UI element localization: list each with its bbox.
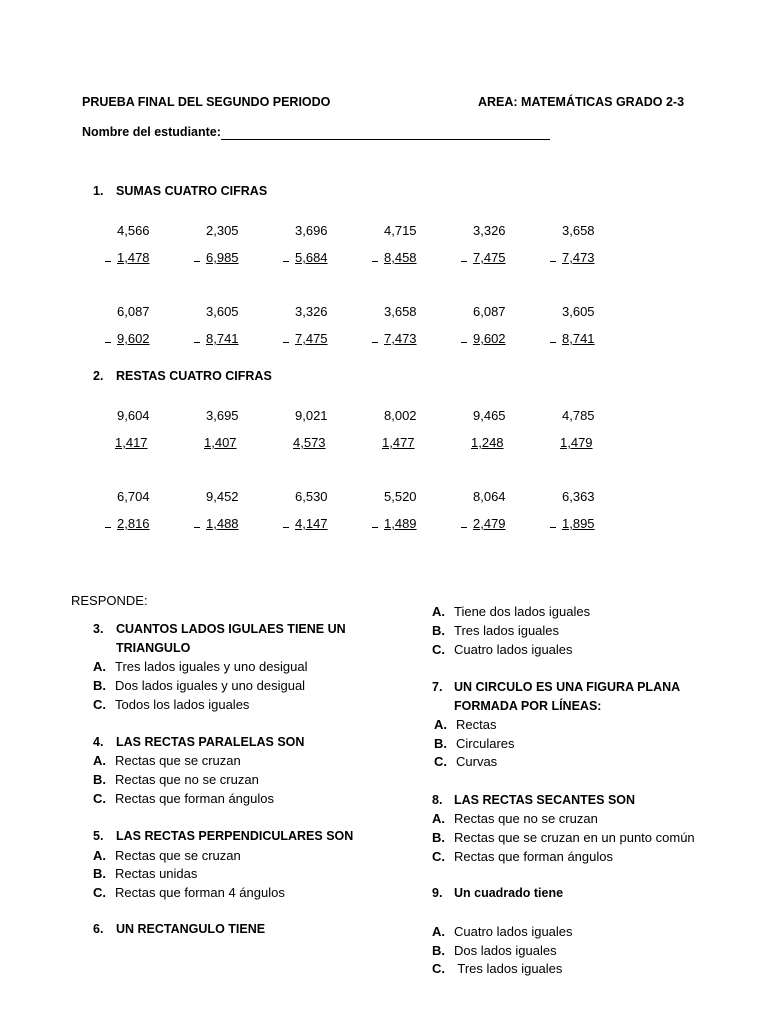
option-letter: A. — [432, 924, 445, 939]
q3-option-a[interactable] — [93, 659, 307, 674]
q7-option-b[interactable] — [434, 736, 515, 751]
subtraction-bottom-number — [283, 516, 328, 531]
subtraction-bottom-number — [461, 516, 506, 531]
sum-top-number: 3,605 — [562, 304, 595, 319]
subtraction-bottom-number — [204, 435, 237, 450]
q3-option-c[interactable] — [93, 697, 249, 712]
option-text: Cuatro lados iguales — [454, 924, 573, 939]
option-letter: C. — [434, 754, 447, 769]
q4-option-c[interactable] — [93, 791, 274, 806]
sum-top-number: 6,087 — [117, 304, 150, 319]
q4-option-a[interactable] — [93, 753, 241, 768]
q8-number: 8. — [432, 793, 443, 807]
q5-option-a[interactable] — [93, 848, 241, 863]
option-text: Rectas que se cruzan en un punto común — [454, 830, 695, 845]
subtraction-bottom-number — [372, 516, 417, 531]
option-letter: C. — [432, 961, 445, 976]
sum-bottom-number — [283, 331, 328, 346]
sum-top-number: 2,305 — [206, 223, 239, 238]
option-letter: C. — [93, 791, 106, 806]
sum-top-number: 4,566 — [117, 223, 150, 238]
operand-value: 7,473 — [384, 331, 417, 346]
subtraction-top-number: 6,530 — [295, 489, 328, 504]
q4-number: 4. — [93, 735, 104, 749]
operator-mark — [283, 526, 289, 528]
operand-value: 1,248 — [471, 435, 504, 450]
option-letter: A. — [432, 811, 445, 826]
operand-value: 7,475 — [295, 331, 328, 346]
operator-mark — [461, 341, 467, 343]
operand-value: 2,816 — [117, 516, 150, 531]
q3-number: 3. — [93, 622, 104, 636]
operator-mark — [105, 341, 111, 343]
q9-option-c[interactable] — [432, 961, 562, 976]
q5-option-b[interactable] — [93, 866, 197, 881]
option-text: Rectas que no se cruzan — [454, 811, 598, 826]
subject-area: AREA: MATEMÁTICAS GRADO 2-3 — [478, 95, 685, 109]
sum-top-number: 3,605 — [206, 304, 239, 319]
student-name-label: Nombre del estudiante: — [82, 125, 221, 139]
section1-title: SUMAS CUATRO CIFRAS — [116, 184, 268, 198]
sum-top-number: 3,326 — [295, 304, 328, 319]
subtraction-top-number: 3,695 — [206, 408, 239, 423]
sum-bottom-number — [194, 331, 239, 346]
operand-value: 6,985 — [206, 250, 239, 265]
subtraction-bottom-number — [382, 435, 415, 450]
q5-title: LAS RECTAS PERPENDICULARES SON — [116, 829, 354, 843]
sum-top-number: 4,715 — [384, 223, 417, 238]
test-title: PRUEBA FINAL DEL SEGUNDO PERIODO — [82, 95, 331, 109]
sum-bottom-number — [372, 250, 417, 265]
q4-option-b[interactable] — [93, 772, 259, 787]
operand-value: 1,895 — [562, 516, 595, 531]
option-text: Todos los lados iguales — [115, 697, 250, 712]
subtraction-bottom-number — [105, 516, 150, 531]
option-text: Cuatro lados iguales — [454, 642, 573, 657]
option-text: Rectas unidas — [115, 866, 198, 881]
option-letter: B. — [93, 866, 106, 881]
sum-top-number: 3,658 — [384, 304, 417, 319]
responde-label: RESPONDE: — [71, 593, 148, 608]
operator-mark — [283, 260, 289, 262]
option-letter: A. — [93, 848, 106, 863]
sum-bottom-number — [550, 331, 595, 346]
sum-bottom-number — [461, 331, 506, 346]
sum-bottom-number — [461, 250, 506, 265]
operand-value: 1,489 — [384, 516, 417, 531]
sum-top-number: 3,696 — [295, 223, 328, 238]
operand-value: 9,602 — [117, 331, 150, 346]
q7-option-c[interactable] — [434, 754, 497, 769]
subtraction-top-number: 9,604 — [117, 408, 150, 423]
operand-value: 9,602 — [473, 331, 506, 346]
option-text: Tres lados iguales — [454, 623, 560, 638]
option-text: Tiene dos lados iguales — [454, 604, 591, 619]
q8-option-a[interactable] — [432, 811, 598, 826]
q8-title: LAS RECTAS SECANTES SON — [454, 793, 636, 807]
subtraction-bottom-number — [115, 435, 148, 450]
subtraction-bottom-number — [550, 516, 595, 531]
subtraction-top-number: 9,452 — [206, 489, 239, 504]
q3-title-line1: CUANTOS LADOS IGULAES TIENE UN — [116, 622, 346, 636]
option-text: Tres lados iguales — [454, 961, 563, 976]
operator-mark — [550, 260, 556, 262]
operator-mark — [105, 526, 111, 528]
option-text: Tres lados iguales y uno desigual — [115, 659, 308, 674]
operator-mark — [461, 526, 467, 528]
operator-mark — [550, 526, 556, 528]
option-letter: B. — [432, 623, 445, 638]
q9-option-a[interactable] — [432, 924, 573, 939]
q7-title-line1: UN CIRCULO ES UNA FIGURA PLANA — [454, 680, 681, 694]
option-text: Rectas que forman 4 ángulos — [115, 885, 285, 900]
subtraction-top-number: 6,704 — [117, 489, 150, 504]
sum-top-number: 6,087 — [473, 304, 506, 319]
operand-value: 1,479 — [560, 435, 593, 450]
subtraction-top-number: 9,465 — [473, 408, 506, 423]
q5-option-c[interactable] — [93, 885, 285, 900]
subtraction-bottom-number — [194, 516, 239, 531]
option-letter: C. — [93, 885, 106, 900]
option-letter: C. — [432, 642, 445, 657]
operator-mark — [461, 260, 467, 262]
option-text: Dos lados iguales — [454, 943, 557, 958]
option-letter: A. — [93, 659, 106, 674]
q4-title: LAS RECTAS PARALELAS SON — [116, 735, 305, 749]
option-letter: C. — [432, 849, 445, 864]
option-text: Rectas que se cruzan — [115, 848, 241, 863]
q9-option-b[interactable] — [432, 943, 557, 958]
q6-option-b[interactable] — [432, 623, 559, 638]
sum-bottom-number — [194, 250, 239, 265]
q3-option-b[interactable] — [93, 678, 305, 693]
q8-option-c[interactable] — [432, 849, 613, 864]
option-letter: B. — [432, 830, 445, 845]
operator-mark — [194, 526, 200, 528]
option-text: Rectas — [456, 717, 497, 732]
option-text: Rectas que se cruzan — [115, 753, 241, 768]
subtraction-bottom-number — [293, 435, 326, 450]
sum-bottom-number — [105, 250, 150, 265]
q6-number: 6. — [93, 922, 104, 936]
operand-value: 1,477 — [382, 435, 415, 450]
q7-number: 7. — [432, 680, 443, 694]
option-letter: B. — [93, 772, 106, 787]
subtraction-bottom-number — [471, 435, 504, 450]
sum-bottom-number — [372, 331, 417, 346]
option-letter: A. — [434, 717, 447, 732]
operator-mark — [550, 341, 556, 343]
operand-value: 1,478 — [117, 250, 150, 265]
q9-number: 9. — [432, 886, 443, 900]
section1-number: 1. — [93, 184, 104, 198]
subtraction-top-number: 5,520 — [384, 489, 417, 504]
section2-title: RESTAS CUATRO CIFRAS — [116, 369, 272, 383]
q5-number: 5. — [93, 829, 104, 843]
q8-option-b[interactable] — [432, 830, 695, 845]
section2-number: 2. — [93, 369, 104, 383]
subtraction-top-number: 9,021 — [295, 408, 328, 423]
operand-value: 1,407 — [204, 435, 237, 450]
option-letter: B. — [434, 736, 447, 751]
sum-bottom-number — [550, 250, 595, 265]
student-name-line[interactable] — [221, 139, 550, 140]
option-text: Dos lados iguales y uno desigual — [115, 678, 306, 693]
q6-option-c[interactable] — [432, 642, 573, 657]
subtraction-bottom-number — [560, 435, 593, 450]
operand-value: 2,479 — [473, 516, 506, 531]
operator-mark — [194, 260, 200, 262]
operand-value: 8,741 — [562, 331, 595, 346]
option-letter: C. — [93, 697, 106, 712]
operand-value: 7,475 — [473, 250, 506, 265]
q6-title: UN RECTANGULO TIENE — [116, 922, 266, 936]
sum-bottom-number — [105, 331, 150, 346]
operator-mark — [105, 260, 111, 262]
option-text: Rectas que no se cruzan — [115, 772, 259, 787]
subtraction-top-number: 4,785 — [562, 408, 595, 423]
operator-mark — [372, 260, 378, 262]
sum-top-number: 3,326 — [473, 223, 506, 238]
option-letter: B. — [93, 678, 106, 693]
q6-option-a[interactable] — [432, 604, 590, 619]
option-letter: B. — [432, 943, 445, 958]
q3-title-line2: TRIANGULO — [116, 641, 191, 655]
option-text: Circulares — [456, 736, 515, 751]
subtraction-top-number: 8,002 — [384, 408, 417, 423]
subtraction-top-number: 8,064 — [473, 489, 506, 504]
option-text: Rectas que forman ángulos — [454, 849, 613, 864]
operator-mark — [372, 341, 378, 343]
operator-mark — [283, 341, 289, 343]
operator-mark — [372, 526, 378, 528]
operand-value: 5,684 — [295, 250, 328, 265]
option-text: Curvas — [456, 754, 498, 769]
sum-bottom-number — [283, 250, 328, 265]
operand-value: 4,573 — [293, 435, 326, 450]
q9-title: Un cuadrado tiene — [454, 886, 564, 900]
operator-mark — [194, 341, 200, 343]
operand-value: 7,473 — [562, 250, 595, 265]
operand-value: 4,147 — [295, 516, 328, 531]
option-letter: A. — [432, 604, 445, 619]
sum-top-number: 3,658 — [562, 223, 595, 238]
q7-title-line2: FORMADA POR LÍNEAS: — [454, 699, 602, 713]
operand-value: 8,458 — [384, 250, 417, 265]
option-letter: A. — [93, 753, 106, 768]
q7-option-a[interactable] — [434, 717, 496, 732]
operand-value: 1,417 — [115, 435, 148, 450]
subtraction-top-number: 6,363 — [562, 489, 595, 504]
operand-value: 8,741 — [206, 331, 239, 346]
option-text: Rectas que forman ángulos — [115, 791, 274, 806]
operand-value: 1,488 — [206, 516, 239, 531]
